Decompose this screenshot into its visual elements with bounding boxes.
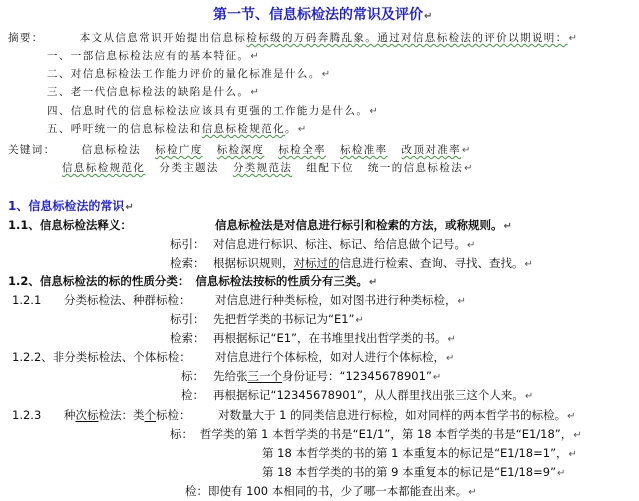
keywords-line-2: 信息标检规范化 分类主题法 分类规范法 组配下位 统一的信息标检法↵ — [62, 162, 474, 174]
abstract-intro: 摘要： 本文从信息常识开始提出信息标检标级的万码奔腾乱象。通过对信息标检法的评价以期说明：↵ — [8, 32, 579, 44]
abstract-item-5: 五、呼吁统一的信息标检法和信息标检规范化。↵ — [47, 123, 308, 135]
section-1-2-2-title: 1.2.2、非分类标检法、个体标检： — [12, 350, 191, 364]
s122-biao-line: 标： 先给张三一个身份证号：“12345678901”↵ — [181, 369, 442, 383]
section-1-2-3-title: 1.2.3 种次标检法：类个标检： — [12, 408, 191, 422]
s121-text: 对信息进行种类标检，如对图书进行种类标检，↵ — [215, 293, 466, 307]
s123-biao-line-1: 标： 哲学类的第 1 本哲学类的书是“E1/1”，第 18 本哲学类的书是“E1/18”，↵ — [170, 427, 582, 441]
page-title: 第一节、信息标检法的常识及评价↵ — [213, 7, 433, 23]
s123-jian-line: 检：即使有 100 本相同的书，少了哪一本都能查出来。↵ — [185, 484, 477, 498]
s121-biao-line: 标引： 先把哲学类的书标记为“E1”↵ — [170, 312, 364, 326]
keywords-label: 关键词： — [8, 144, 56, 156]
s121-jian-line: 检索： 再根据标记“E1”，在书堆里找出哲学类的书。↵ — [170, 331, 456, 345]
s123-biao-line-2: 第 18 本哲学类的书的第 1 本重复本的标记是“E1/18=1”，↵ — [262, 446, 577, 460]
abstract-item-3: 三、老一代信息标检法的缺陷是什么。↵ — [47, 86, 261, 98]
s11-jian-line: 检索： 根据标识规则，对标过的信息进行检索、查询、寻找、查找。↵ — [170, 256, 533, 270]
section-1-2-1-title: 1.2.1 分类标检法、种群标检： — [12, 293, 191, 307]
abstract-item-2: 二、对信息标检法工作能力评价的量化标准是什么。↵ — [47, 68, 332, 80]
abstract-item-1: 一、一部信息标检法应有的基本特征。↵ — [47, 50, 261, 62]
section-1-1-heading: 1.1、信息标检法释义： — [8, 218, 132, 232]
keywords-line-1: 关键词： 信息标检法 标检广度 标检深度 标检全率 标检准率 改顶对准率↵ — [8, 144, 472, 156]
s122-text: 对信息进行个体标检，如对人进行个体标检，↵ — [215, 350, 455, 364]
abstract-label: 摘要： — [8, 32, 44, 44]
s123-text: 对数量大于 1 的同类信息进行标检，如对同样的两本哲学书的标检。↵ — [218, 408, 576, 422]
s122-jian-line: 检： 再根据标记“12345678901”，从人群里找出张三这个人来。↵ — [181, 388, 534, 402]
abstract-item-4: 四、信息时代的信息标检法应该具有更强的工作能力是什么。↵ — [47, 105, 380, 117]
section-1-heading: 1、信息标检法的常识↵ — [8, 199, 134, 213]
s11-biao-line: 标引： 对信息进行标识、标注、标记、给信息做个记号。↵ — [170, 237, 476, 251]
section-1-2-heading: 1.2、信息标检法的标的性质分类： 信息标检法按标的性质分有三类。↵ — [8, 274, 378, 288]
section-1-1-definition: 信息标检法是对信息进行标引和检索的方法，或称规则。↵ — [215, 218, 512, 232]
s123-biao-line-3: 第 18 本哲学类的书的第 9 本重复本的标记是“E1/18=9”↵ — [262, 465, 566, 479]
